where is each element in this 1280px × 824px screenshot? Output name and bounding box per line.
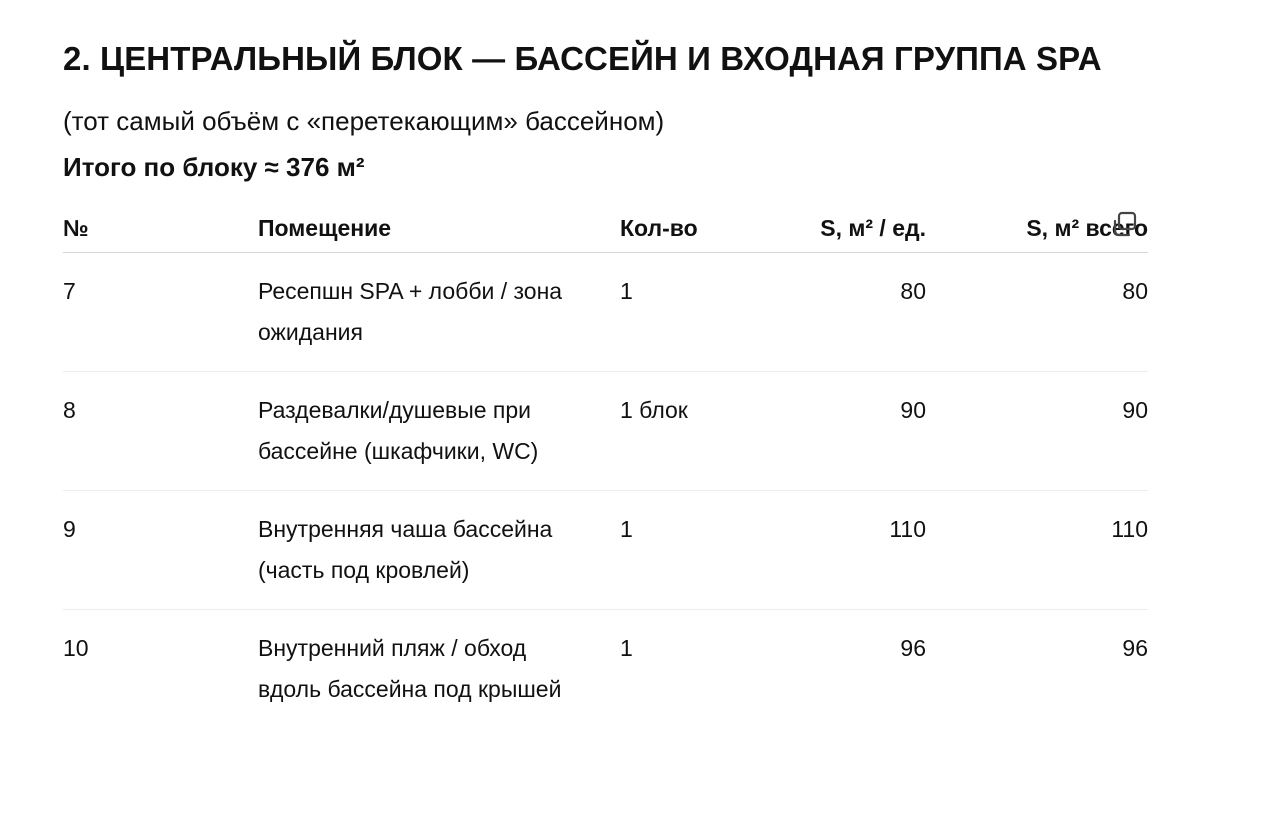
cell-area-per-unit: 96	[900, 635, 926, 661]
table-row	[63, 253, 1148, 372]
cell-area-total: 96	[1122, 635, 1148, 661]
table-row	[63, 372, 1148, 491]
table-row	[63, 491, 1148, 610]
cell-room: Раздевалки/душевые при бассейне (шкафчики, WC)	[258, 372, 620, 491]
cell-room: Ресепшн SPA + лобби / зона ожидания	[258, 253, 620, 372]
cell-quantity: 1 блок	[620, 372, 810, 491]
cell-quantity: 1	[620, 491, 810, 610]
header-area-total: S, м² всего	[926, 205, 1148, 253]
cell-area-total: 90	[926, 372, 1148, 491]
cell-area-per-unit: 80	[810, 253, 926, 372]
table-header-row	[63, 205, 1148, 253]
cell-number: 10	[63, 635, 89, 661]
cell-room: Внутренняя чаша бассейна (часть под кровлей)	[258, 491, 620, 610]
section-subtitle: (тот самый объём с «перетекающим» бассейном)	[63, 106, 665, 136]
cell-area-per-unit: 110	[810, 491, 926, 610]
cell-quantity: 1	[620, 635, 633, 661]
cell-room: Внутренний пляж / обход вдоль бассейна под крышей	[258, 635, 562, 702]
cell-number: 8	[63, 372, 258, 491]
header-room: Помещение	[258, 205, 620, 253]
rooms-table	[63, 205, 1148, 728]
table-row	[63, 610, 1148, 729]
header-area-per-unit: S, м² / ед.	[810, 205, 926, 253]
section-title: 2. ЦЕНТРАЛЬНЫЙ БЛОК — БАССЕЙН И ВХОДНАЯ ГРУППА SPA	[63, 40, 1102, 77]
cell-area-total: 110	[926, 491, 1148, 610]
header-number: №	[63, 205, 258, 253]
header-quantity: Кол-во	[620, 205, 810, 253]
cell-quantity: 1	[620, 253, 810, 372]
cell-area-per-unit: 90	[810, 372, 926, 491]
cell-number: 9	[63, 491, 258, 610]
block-total: Итого по блоку ≈ 376 м²	[63, 152, 365, 182]
copy-icon[interactable]	[1110, 210, 1140, 240]
cell-number: 7	[63, 253, 258, 372]
cell-area-total: 80	[926, 253, 1148, 372]
